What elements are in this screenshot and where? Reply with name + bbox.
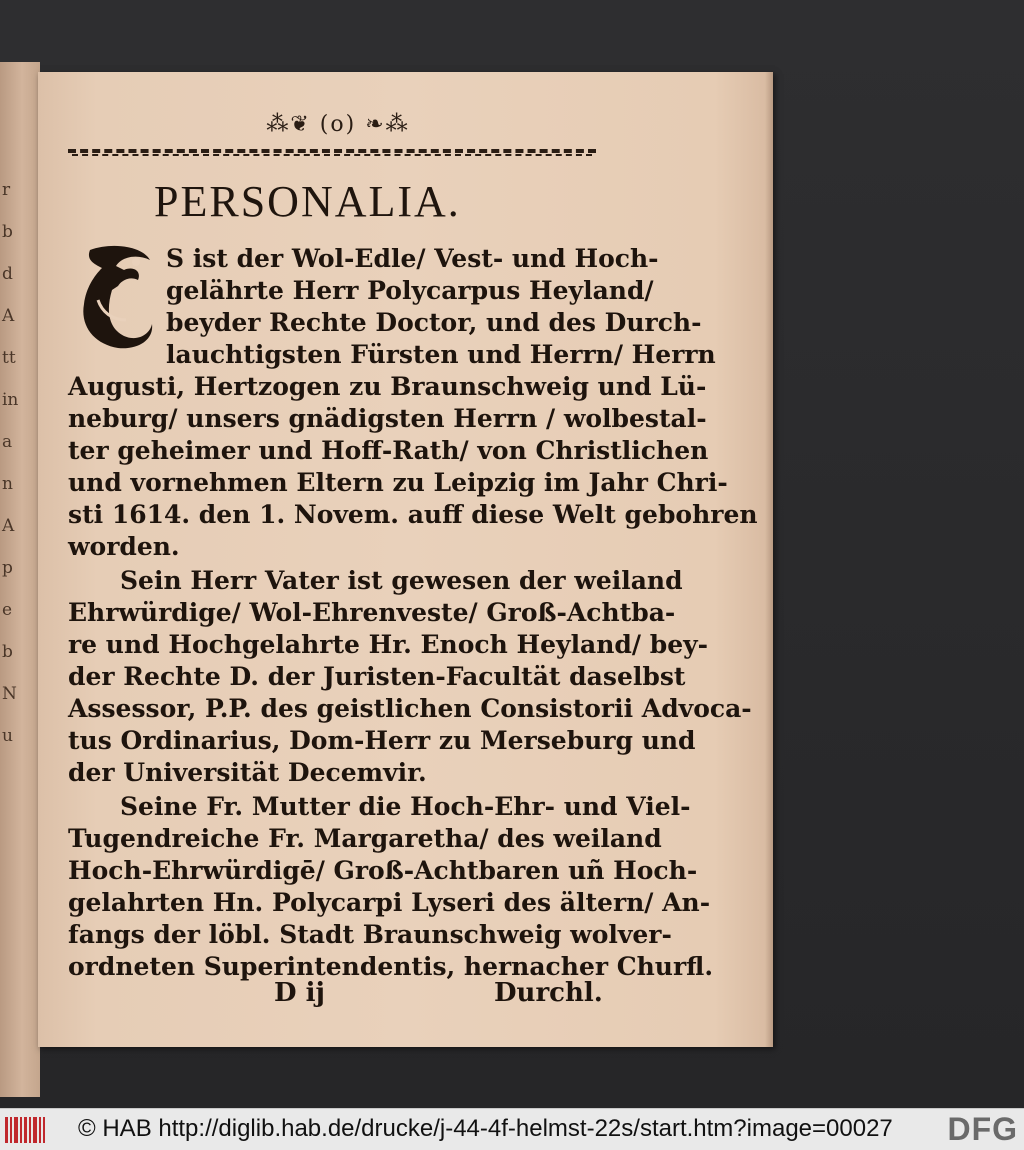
ornament-right-icon: ❧⁂ — [365, 112, 410, 137]
previous-page-letter: u — [2, 726, 13, 746]
text-line: gelährte Herr Polycarpus Heyland/ — [166, 276, 654, 305]
text-line: Assessor, P.P. des geistlichen Consistorii Advoca- — [68, 694, 752, 723]
text-line: Ehrwürdige/ Wol-Ehrenveste/ Groß-Achtba- — [68, 598, 676, 627]
barcode-icon — [4, 1115, 46, 1145]
previous-page-letter: a — [2, 432, 13, 452]
page-gutter-shadow — [765, 72, 773, 1047]
text-line: neburg/ unsers gnädigsten Herrn / wolbestal- — [68, 404, 707, 433]
previous-page-letter: e — [2, 600, 13, 620]
catchword: Durchl. — [494, 978, 603, 1008]
text-line: sti 1614. den 1. Novem. auff diese Welt gebohren — [68, 500, 758, 529]
text-line: beyder Rechte Doctor, und des Durch- — [166, 308, 702, 337]
previous-page-letter: b — [2, 642, 13, 662]
previous-page-letter: r — [2, 180, 11, 200]
text-line: S ist der Wol-Edle/ Vest- und Hoch- — [166, 244, 659, 273]
text-line: fangs der löbl. Stadt Braunschweig wolver- — [68, 920, 672, 949]
previous-page-letter: d — [2, 264, 13, 284]
previous-page-letter: N — [2, 684, 17, 704]
book-page — [38, 72, 773, 1047]
text-line: der Universität Decemvir. — [68, 758, 427, 787]
previous-page-letter: tt — [2, 348, 16, 368]
source-url-link[interactable]: © HAB http://diglib.hab.de/drucke/j-44-4f-helmst-22s/start.htm?image=00027 — [78, 1115, 893, 1142]
page-title: PERSONALIA. — [154, 177, 461, 226]
header-rule — [68, 149, 596, 153]
page-header-ornament — [218, 112, 458, 137]
dfg-logo: DFG — [947, 1111, 1018, 1147]
previous-page-edge — [0, 62, 40, 1097]
previous-page-letter: n — [2, 474, 13, 494]
previous-page-letter: A — [2, 306, 15, 326]
text-line: ter geheimer und Hoff-Rath/ von Christlichen — [68, 436, 709, 465]
text-line: Augusti, Hertzogen zu Braunschweig und Lü- — [68, 372, 707, 401]
text-line: worden. — [68, 532, 180, 561]
previous-page-letter: A — [2, 516, 15, 536]
text-line: und vornehmen Eltern zu Leipzig im Jahr Chri- — [68, 468, 728, 497]
text-line: der Rechte D. der Juristen-Facultät daselbst — [68, 662, 686, 691]
text-line: Hoch-Ehrwürdigē/ Groß-Achtbaren uñ Hoch- — [68, 856, 698, 885]
footer-bar — [0, 1108, 1024, 1150]
text-line: Seine Fr. Mutter die Hoch-Ehr- und Viel- — [120, 792, 691, 821]
previous-page-letter: b — [2, 222, 13, 242]
previous-page-letter: in — [2, 390, 19, 410]
ornament-left-icon: ⁂❦ — [266, 112, 311, 137]
text-line: gelahrten Hn. Polycarpi Lyseri des ältern/ An- — [68, 888, 711, 917]
page-number: (o) — [319, 112, 357, 137]
decorative-initial-e-icon — [72, 240, 158, 352]
previous-page-letter: p — [2, 558, 13, 578]
text-line: tus Ordinarius, Dom-Herr zu Merseburg und — [68, 726, 696, 755]
text-line: ordneten Superintendentis, hernacher Churfl. — [68, 952, 714, 981]
text-line: Tugendreiche Fr. Margaretha/ des weiland — [68, 824, 662, 853]
text-line: lauchtigsten Fürsten und Herrn/ Herrn — [166, 340, 716, 369]
signature-mark: D ij — [274, 978, 325, 1008]
text-line: re und Hochgelahrte Hr. Enoch Heyland/ bey- — [68, 630, 709, 659]
header-rule-inner — [72, 154, 592, 156]
text-line: Sein Herr Vater ist gewesen der weiland — [120, 566, 683, 595]
